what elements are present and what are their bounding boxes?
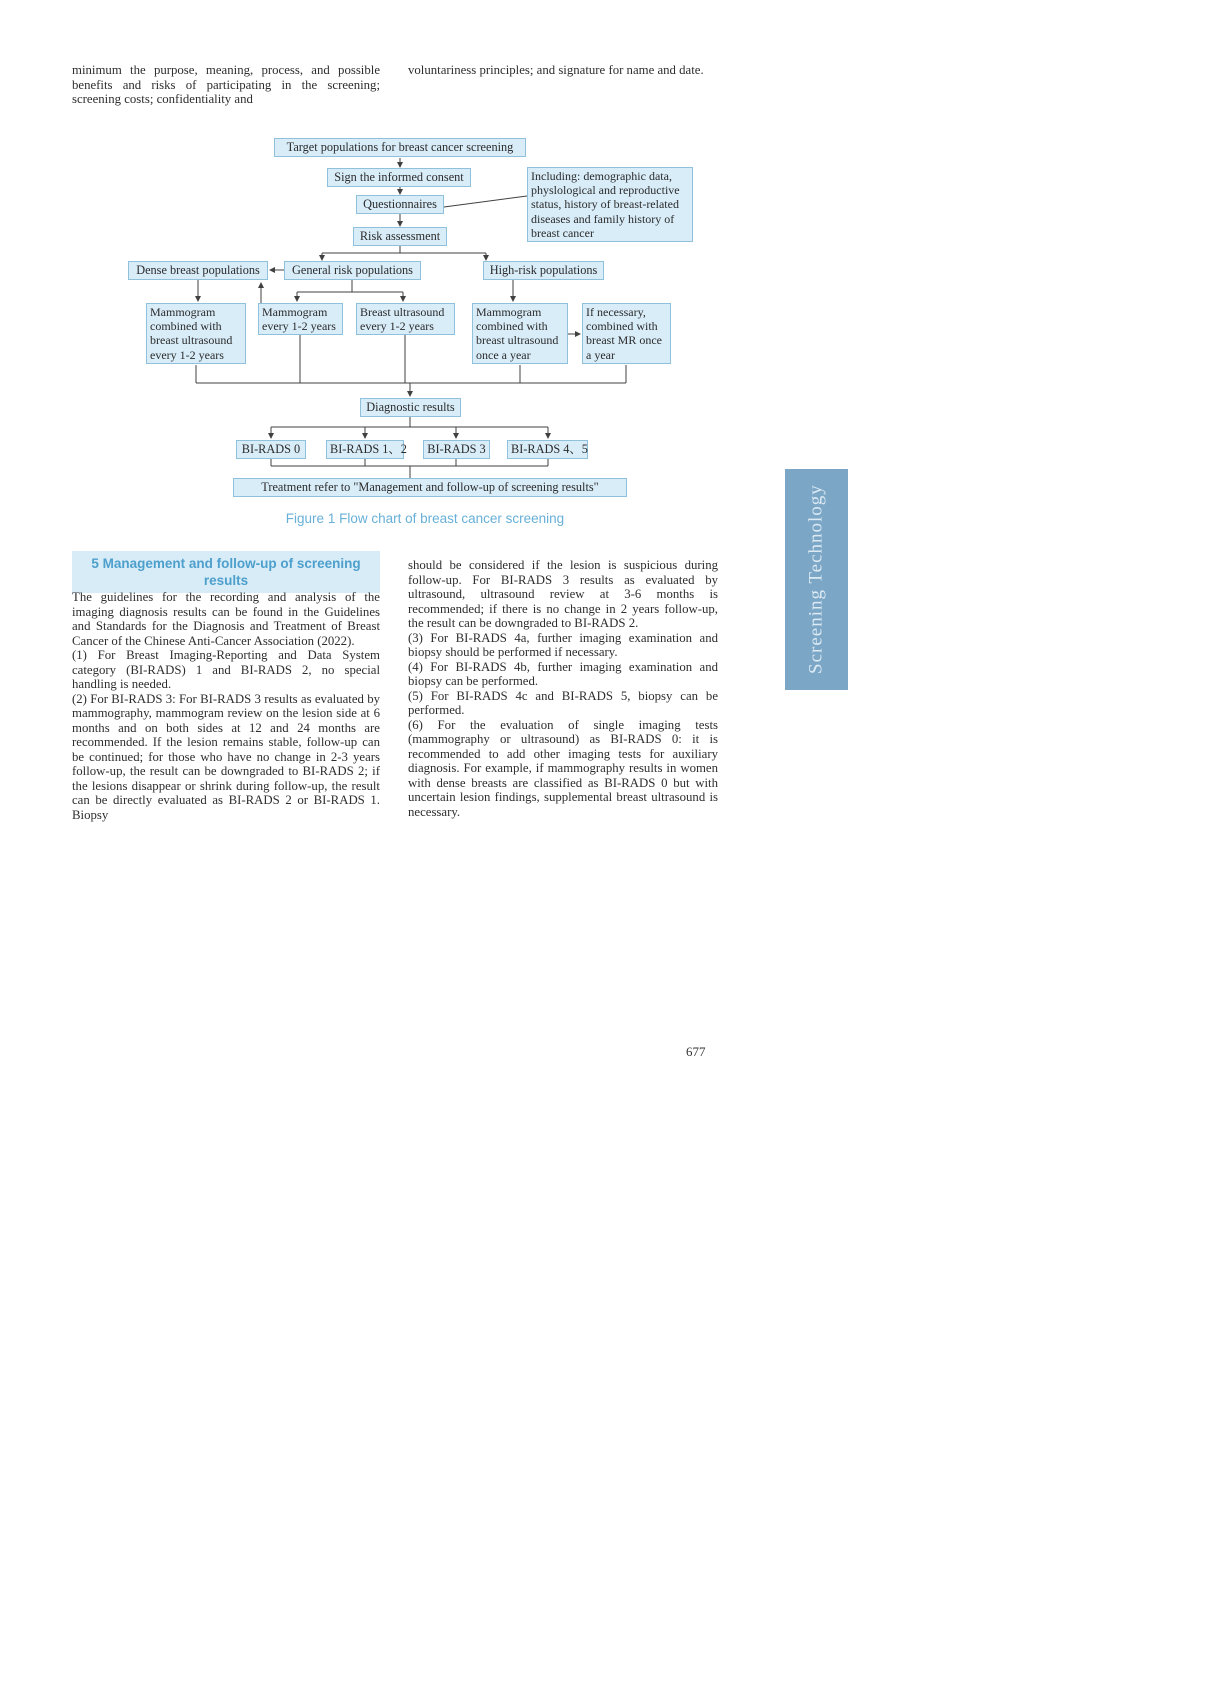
flow-node-risk-assessment: Risk assessment <box>353 227 447 246</box>
page-number: 677 <box>686 1044 706 1059</box>
paragraph: The guidelines for the recording and analysis of the imaging diagnosis results can be found in the Guidelines and Standards for the Diagnosis and Treatment of Breast Cancer of the Chinese Anti-Cancer Association (2022). <box>72 590 380 648</box>
flow-node-informed-consent: Sign the informed consent <box>327 168 471 187</box>
flow-node-mammogram-1-2-years: Mammogram every 1-2 years <box>258 303 343 335</box>
section-heading: 5 Management and follow-up of screening results <box>72 551 380 593</box>
paragraph: should be considered if the lesion is suspicious during follow-up. For BI-RADS 3 results as evaluated by ultrasound, ultrasound review at 3-6 months is recommended; if there is no change in 2 years follow-up, the result can be downgraded to BI-RADS 2. <box>408 558 718 630</box>
flow-node-general-risk-populations: General risk populations <box>284 261 421 280</box>
flow-node-ultrasound-1-2-years: Breast ultrasound every 1-2 years <box>356 303 455 335</box>
body-left-column <box>72 590 380 822</box>
section-tab-label: Screening Technology <box>805 484 827 675</box>
intro-left-column <box>72 63 380 107</box>
flow-node-birads-0: BI-RADS 0 <box>236 440 306 459</box>
flow-node-high-risk-populations: High-risk populations <box>483 261 604 280</box>
body-right-column <box>408 558 718 819</box>
section-tab <box>785 469 848 690</box>
flow-node-breast-mr: If necessary, combined with breast MR once a year <box>582 303 671 364</box>
flow-node-target-populations: Target populations for breast cancer screening <box>274 138 526 157</box>
paragraph: (6) For the evaluation of single imaging tests (mammography or ultrasound) as BI-RADS 0: it is recommended to add other imaging tests for auxiliary diagnosis. For example, if mammography results in women with dense breasts are classified as BI-RADS 0 but with uncertain lesion findings, supplemental breast ultrasound is necessary. <box>408 717 718 819</box>
intro-right-text: voluntariness principles; and signature for name and date. <box>408 63 704 77</box>
figure-caption: Figure 1 Flow chart of breast cancer screening <box>285 511 565 526</box>
paragraph: (5) For BI-RADS 4c and BI-RADS 5, biopsy can be performed. <box>408 688 718 717</box>
flow-node-dense-breast-populations: Dense breast populations <box>128 261 268 280</box>
flow-node-diagnostic-results: Diagnostic results <box>360 398 461 417</box>
paragraph: (1) For Breast Imaging-Reporting and Data System category (BI-RADS) 1 and BI-RADS 2, no special handling is needed. <box>72 648 380 691</box>
paragraph: (4) For BI-RADS 4b, further imaging examination and biopsy can be performed. <box>408 659 718 688</box>
intro-right-column <box>408 63 718 78</box>
flow-node-mammogram-ultrasound-1-2-years: Mammogram combined with breast ultrasound every 1-2 years <box>146 303 246 364</box>
flow-node-birads-3: BI-RADS 3 <box>423 440 490 459</box>
flow-node-mammogram-ultrasound-once-a-year: Mammogram combined with breast ultrasound once a year <box>472 303 568 364</box>
flow-node-questionnaires: Questionnaires <box>356 195 444 214</box>
flow-node-birads-1-2: BI-RADS 1、2 <box>326 440 404 459</box>
flow-node-treatment: Treatment refer to "Management and follow-up of screening results" <box>233 478 627 497</box>
paragraph: (2) For BI-RADS 3: For BI-RADS 3 results as evaluated by mammography, mammogram review on the lesion side at 6 months and on both sides at 12 and 24 months are recommended. If the lesion remains stable, follow-up can be continued; for those who have no change in 2-3 years follow-up, the result can be downgraded to BI-RADS 2; if the lesions disappear or shrink during follow-up, the result can be directly evaluated as BI-RADS 2 or BI-RADS 1. Biopsy <box>72 691 380 822</box>
flow-node-including-note: Including: demographic data, physlological and reproductive status, history of breast-related diseases and family history of breast cancer <box>527 167 693 242</box>
flow-node-birads-4-5: BI-RADS 4、5 <box>507 440 588 459</box>
intro-left-text: minimum the purpose, meaning, process, and possible benefits and risks of participating in the screening; screening costs; confidentiality and <box>72 63 380 106</box>
paragraph: (3) For BI-RADS 4a, further imaging examination and biopsy should be performed if necessary. <box>408 630 718 659</box>
